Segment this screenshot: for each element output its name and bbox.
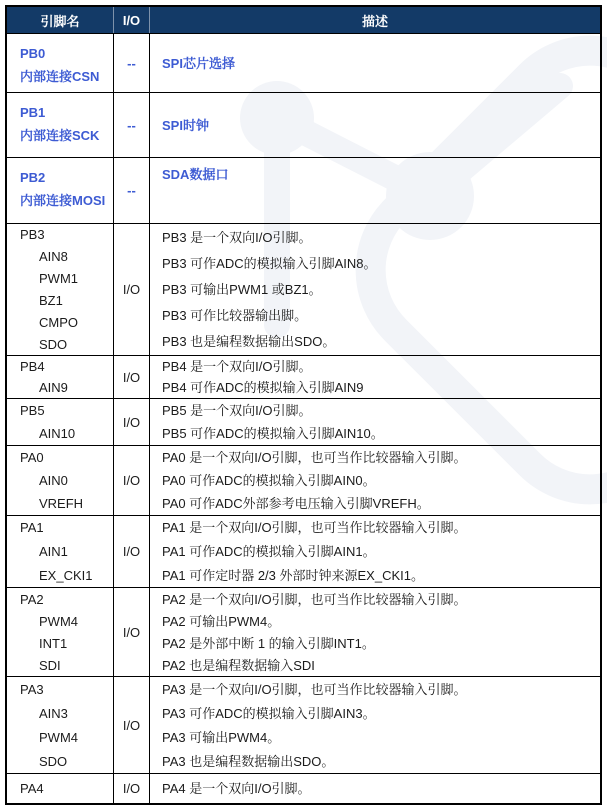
pin-name: PB5 — [20, 403, 45, 418]
table-row — [7, 355, 600, 398]
io-cell — [114, 34, 150, 92]
pin-name-cell — [7, 446, 114, 515]
pin-name-cell — [7, 158, 114, 223]
pin-name: PA1 — [20, 520, 44, 536]
pin-name-cell — [7, 356, 114, 398]
description-line: PA2 是外部中断 1 的输入引脚INT1。 — [162, 635, 375, 651]
io-value: -- — [127, 55, 136, 71]
pin-name-cell — [7, 224, 114, 355]
description-line: PA1 可作定时器 2/3 外部时钟来源EX_CKI1。 — [162, 567, 424, 583]
io-cell — [114, 224, 150, 355]
description-cell — [150, 399, 600, 445]
description-line: PA4 是一个双向I/O引脚。 — [162, 781, 311, 796]
description-cell — [150, 34, 600, 92]
description-line: PB4 是一个双向I/O引脚。 — [162, 359, 312, 374]
description-line: PA2 也是编程数据输入SDI — [162, 657, 315, 673]
description-cell — [150, 588, 600, 676]
pin-function: AIN10 — [39, 426, 76, 441]
header-pin-name: 引脚名 — [7, 7, 114, 33]
pin-function: AIN9 — [39, 380, 68, 395]
table-row — [7, 223, 600, 355]
io-value: I/O — [122, 473, 141, 488]
description-cell — [150, 446, 600, 515]
table-row — [7, 676, 600, 773]
io-value: I/O — [122, 624, 141, 640]
description-line: PB3 可输出PWM1 或BZ1。 — [162, 281, 322, 297]
io-cell — [114, 356, 150, 398]
io-value: I/O — [122, 414, 141, 430]
description-cell — [150, 516, 600, 587]
pin-function: SDO — [39, 753, 68, 769]
io-cell — [114, 516, 150, 587]
pin-function: PWM4 — [39, 729, 78, 745]
description-line: PA1 可作ADC的模拟输入引脚AIN1。 — [162, 543, 376, 559]
description-line: PA0 可作ADC外部参考电压输入引脚VREFH。 — [162, 496, 430, 511]
pin-function: AIN3 — [39, 705, 68, 721]
table-row — [7, 157, 600, 223]
io-value: -- — [127, 183, 136, 198]
pin-function: VREFH — [39, 496, 84, 511]
io-cell — [114, 588, 150, 676]
description-line: SPI时钟 — [162, 117, 209, 133]
header-io: I/O — [114, 7, 150, 33]
io-value: I/O — [122, 369, 141, 385]
pin-name: PA4 — [20, 781, 44, 796]
pin-name: PB4 — [20, 359, 45, 374]
pin-name-cell — [7, 588, 114, 676]
description-cell — [150, 158, 600, 223]
pin-function: EX_CKI1 — [39, 567, 93, 583]
io-cell — [114, 446, 150, 515]
pin-name: PB3 — [20, 227, 45, 243]
description-line: PA2 是一个双向I/O引脚，也可当作比较器输入引脚。 — [162, 591, 467, 607]
pin-name: PB0 — [20, 46, 46, 61]
pin-name: PA3 — [20, 681, 44, 697]
pin-function: PWM1 — [39, 271, 78, 287]
description-line: PA2 可输出PWM4。 — [162, 613, 281, 629]
pin-function: 内部连接SCK — [20, 128, 100, 143]
pin-name-cell — [7, 93, 114, 157]
io-value: I/O — [122, 781, 141, 796]
header-description: 描述 — [361, 13, 388, 29]
pin-name-cell — [7, 34, 114, 92]
description-cell — [150, 677, 600, 773]
io-value: I/O — [122, 544, 141, 559]
io-value: I/O — [122, 282, 141, 297]
pin-name: PA2 — [20, 591, 44, 607]
table-body — [7, 33, 600, 803]
io-cell — [114, 93, 150, 157]
description-cell — [150, 774, 600, 803]
pin-description-table — [5, 5, 602, 805]
description-line: PB5 是一个双向I/O引脚。 — [162, 403, 312, 418]
pin-function: AIN8 — [39, 249, 68, 265]
description-line: PA3 也是编程数据输出SDO。 — [162, 753, 335, 769]
table-row — [7, 92, 600, 157]
pin-function: SDI — [39, 657, 61, 673]
table-row — [7, 398, 600, 445]
table-header — [7, 7, 600, 33]
pin-function: SDO — [39, 336, 68, 352]
description-line: PB3 可作ADC的模拟输入引脚AIN8。 — [162, 255, 377, 271]
pin-function: PWM4 — [39, 613, 78, 629]
description-line: PA3 是一个双向I/O引脚，也可当作比较器输入引脚。 — [162, 681, 467, 697]
description-line: PB4 可作ADC的模拟输入引脚AIN9 — [162, 380, 364, 395]
pin-function: AIN1 — [39, 543, 68, 559]
description-line: PA1 是一个双向I/O引脚，也可当作比较器输入引脚。 — [162, 520, 467, 536]
io-value: I/O — [122, 717, 141, 733]
io-cell — [114, 677, 150, 773]
pin-function: AIN0 — [39, 473, 68, 488]
description-line: PA0 可作ADC的模拟输入引脚AIN0。 — [162, 473, 376, 488]
description-cell — [150, 224, 600, 355]
table-row — [7, 773, 600, 803]
description-line: SDA数据口 — [162, 167, 229, 182]
description-line: PA3 可作ADC的模拟输入引脚AIN3。 — [162, 705, 376, 721]
pin-name-cell — [7, 516, 114, 587]
pin-function: CMPO — [39, 314, 78, 330]
description-line: PB3 可作比较器输出脚。 — [162, 308, 308, 324]
table-row — [7, 587, 600, 676]
description-line: PA3 可输出PWM4。 — [162, 729, 281, 745]
io-value: -- — [127, 117, 136, 133]
pin-function: INT1 — [39, 635, 68, 651]
description-line: PB3 也是编程数据输出SDO。 — [162, 334, 336, 350]
description-cell — [150, 356, 600, 398]
description-line: SPI芯片选择 — [162, 55, 235, 71]
io-cell — [114, 399, 150, 445]
pin-name-cell — [7, 677, 114, 773]
pin-function: BZ1 — [39, 292, 63, 308]
pin-name: PB2 — [20, 170, 46, 185]
table-row — [7, 33, 600, 92]
description-line: PB5 可作ADC的模拟输入引脚AIN10。 — [162, 426, 384, 441]
pin-name: PA0 — [20, 450, 44, 465]
io-cell — [114, 774, 150, 803]
description-line: PB3 是一个双向I/O引脚。 — [162, 229, 312, 245]
pin-name-cell — [7, 774, 114, 803]
io-cell — [114, 158, 150, 223]
pin-name-cell — [7, 399, 114, 445]
pin-function: 内部连接MOSI — [20, 193, 106, 208]
table-row — [7, 445, 600, 515]
pin-name: PB1 — [20, 105, 46, 120]
table-row — [7, 515, 600, 587]
pin-function: 内部连接CSN — [20, 69, 100, 84]
description-line: PA0 是一个双向I/O引脚，也可当作比较器输入引脚。 — [162, 450, 467, 465]
description-cell — [150, 93, 600, 157]
